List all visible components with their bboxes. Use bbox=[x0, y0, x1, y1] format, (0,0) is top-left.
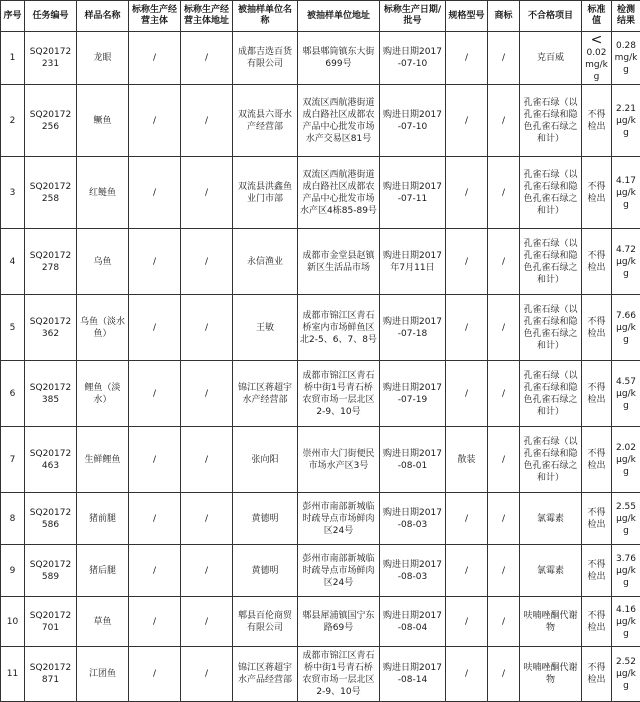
date-cell: 购进日期2017-07-10 bbox=[380, 32, 446, 85]
unit-address-cell: 成都市金堂县赵镇新区生活品市场 bbox=[298, 229, 380, 295]
date-cell: 购进日期2017-08-04 bbox=[380, 597, 446, 647]
unit-cell: 双流县洪鑫鱼业门市部 bbox=[233, 157, 298, 229]
spec-cell: / bbox=[446, 229, 488, 295]
unit-cell: 永信渔业 bbox=[233, 229, 298, 295]
producer-cell: / bbox=[129, 295, 181, 361]
table-row bbox=[1, 545, 640, 597]
producer-cell: / bbox=[129, 647, 181, 702]
brand-cell: / bbox=[488, 647, 520, 702]
failed-item-cell: 孔雀石绿（以孔雀石绿和隐色孔雀石绿之和计） bbox=[520, 229, 582, 295]
seq-cell: 3 bbox=[1, 157, 25, 229]
unit-cell: 成都吉选百货有限公司 bbox=[233, 32, 298, 85]
producer-cell: / bbox=[129, 427, 181, 493]
producer-address-cell: / bbox=[181, 229, 233, 295]
date-cell: 购进日期2017-07-18 bbox=[380, 295, 446, 361]
name-cell: 鳜鱼 bbox=[77, 85, 129, 157]
table-row bbox=[1, 427, 640, 493]
table-row bbox=[1, 493, 640, 545]
date-cell: 购进日期2017-08-03 bbox=[380, 493, 446, 545]
producer-address-cell: / bbox=[181, 545, 233, 597]
header-row bbox=[1, 1, 640, 32]
table-row bbox=[1, 85, 640, 157]
unit-cell: 郫县百伦商贸有限公司 bbox=[233, 597, 298, 647]
unit-address-cell: 成都市锦江区青石桥中街1号青石桥农贸市场一层北区2-9、10号 bbox=[298, 361, 380, 427]
unit-cell: 黄德明 bbox=[233, 545, 298, 597]
brand-cell: / bbox=[488, 493, 520, 545]
unit-cell: 张向阳 bbox=[233, 427, 298, 493]
standard-cell: 不得检出 bbox=[582, 493, 612, 545]
unit-cell: 双流县六哥水产经营部 bbox=[233, 85, 298, 157]
brand-cell: / bbox=[488, 229, 520, 295]
date-cell: 购进日期2017年7月11日 bbox=[380, 229, 446, 295]
result-cell: 2.21μg/kg bbox=[612, 85, 640, 157]
table-row bbox=[1, 295, 640, 361]
table-row bbox=[1, 32, 640, 85]
standard-value: 0.02mg/kg bbox=[585, 48, 608, 82]
unit-address-cell: 彭州市南部新城临时疏导点市场鲜肉区24号 bbox=[298, 493, 380, 545]
unit-address-cell: 双流区西航港街道成白路社区成都农产品中心批发市场水产区4栋85-89号 bbox=[298, 157, 380, 229]
spec-cell: / bbox=[446, 32, 488, 85]
producer-cell: / bbox=[129, 85, 181, 157]
seq-cell: 8 bbox=[1, 493, 25, 545]
name-cell: 乌鱼 bbox=[77, 229, 129, 295]
producer-address-cell: / bbox=[181, 295, 233, 361]
producer-address-cell: / bbox=[181, 32, 233, 85]
date-cell: 购进日期2017-08-03 bbox=[380, 545, 446, 597]
seq-cell: 6 bbox=[1, 361, 25, 427]
table-row bbox=[1, 597, 640, 647]
name-cell: 鲤鱼（淡水） bbox=[77, 361, 129, 427]
header-cell: 商标 bbox=[488, 1, 520, 32]
header-cell: 标称生产日期/批号 bbox=[380, 1, 446, 32]
unit-cell: 锦江区蒋超宇水产品经营部 bbox=[233, 647, 298, 702]
producer-address-cell: / bbox=[181, 157, 233, 229]
table-row bbox=[1, 361, 640, 427]
producer-cell: / bbox=[129, 229, 181, 295]
unit-address-cell: 双流区西航港街道成白路社区成都农产品中心批发市场水产交易区81号 bbox=[298, 85, 380, 157]
producer-address-cell: / bbox=[181, 427, 233, 493]
unit-address-cell: 郫县犀浦镇国宁东路69号 bbox=[298, 597, 380, 647]
header-cell: 检测结果 bbox=[612, 1, 640, 32]
date-cell: 购进日期2017-07-11 bbox=[380, 157, 446, 229]
name-cell: 乌鱼（淡水鱼） bbox=[77, 295, 129, 361]
brand-cell: / bbox=[488, 361, 520, 427]
unit-cell: 锦江区蒋超宇水产经营部 bbox=[233, 361, 298, 427]
result-cell: 7.66μg/kg bbox=[612, 295, 640, 361]
result-cell: 2.02μg/kg bbox=[612, 427, 640, 493]
less-than-sign: < bbox=[584, 33, 609, 47]
spec-cell: / bbox=[446, 295, 488, 361]
header-cell: 不合格项目 bbox=[520, 1, 582, 32]
task-cell: SQ20172278 bbox=[25, 229, 77, 295]
seq-cell: 7 bbox=[1, 427, 25, 493]
unit-address-cell: 成都市锦江区青石桥中街1号青石桥农贸市场一层北区2-9、10号 bbox=[298, 647, 380, 702]
task-cell: SQ20172385 bbox=[25, 361, 77, 427]
result-cell: 2.52μg/kg bbox=[612, 647, 640, 702]
unit-address-cell: 成都市锦江区青石桥室内市场鲜鱼区北2-5、6、7、8号 bbox=[298, 295, 380, 361]
producer-cell: / bbox=[129, 157, 181, 229]
result-cell: 4.72μg/kg bbox=[612, 229, 640, 295]
header-cell: 规格型号 bbox=[446, 1, 488, 32]
task-cell: SQ20172231 bbox=[25, 32, 77, 85]
standard-cell: 不得检出 bbox=[582, 545, 612, 597]
header-cell: 任务编号 bbox=[25, 1, 77, 32]
producer-cell: / bbox=[129, 361, 181, 427]
unit-cell: 黄德明 bbox=[233, 493, 298, 545]
task-cell: SQ20172871 bbox=[25, 647, 77, 702]
seq-cell: 4 bbox=[1, 229, 25, 295]
producer-address-cell: / bbox=[181, 493, 233, 545]
failed-item-cell: 呋喃唑酮代谢物 bbox=[520, 597, 582, 647]
name-cell: 猪后腿 bbox=[77, 545, 129, 597]
spec-cell: / bbox=[446, 493, 488, 545]
producer-address-cell: / bbox=[181, 647, 233, 702]
name-cell: 红鲢鱼 bbox=[77, 157, 129, 229]
result-cell: 0.28mg/kg bbox=[612, 32, 640, 85]
brand-cell: / bbox=[488, 295, 520, 361]
seq-cell: 1 bbox=[1, 32, 25, 85]
producer-cell: / bbox=[129, 32, 181, 85]
table-row bbox=[1, 157, 640, 229]
seq-cell: 5 bbox=[1, 295, 25, 361]
task-cell: SQ20172258 bbox=[25, 157, 77, 229]
spec-cell: / bbox=[446, 545, 488, 597]
unit-cell: 王敏 bbox=[233, 295, 298, 361]
date-cell: 购进日期2017-08-14 bbox=[380, 647, 446, 702]
failed-item-cell: 孔雀石绿（以孔雀石绿和隐色孔雀石绿之和计） bbox=[520, 157, 582, 229]
standard-cell: 不得检出 bbox=[582, 157, 612, 229]
task-cell: SQ20172586 bbox=[25, 493, 77, 545]
unit-address-cell: 郫县郫筒镇东大街699号 bbox=[298, 32, 380, 85]
task-cell: SQ20172463 bbox=[25, 427, 77, 493]
result-cell: 4.57μg/kg bbox=[612, 361, 640, 427]
header-cell: 被抽样单位地址 bbox=[298, 1, 380, 32]
name-cell: 草鱼 bbox=[77, 597, 129, 647]
name-cell: 江团鱼 bbox=[77, 647, 129, 702]
brand-cell: / bbox=[488, 32, 520, 85]
spec-cell: / bbox=[446, 361, 488, 427]
standard-cell: 不得检出 bbox=[582, 229, 612, 295]
result-cell: 4.17μg/kg bbox=[612, 157, 640, 229]
producer-address-cell: / bbox=[181, 361, 233, 427]
spec-cell: 散装 bbox=[446, 427, 488, 493]
task-cell: SQ20172256 bbox=[25, 85, 77, 157]
failed-item-cell: 孔雀石绿（以孔雀石绿和隐色孔雀石绿之和计） bbox=[520, 361, 582, 427]
seq-cell: 9 bbox=[1, 545, 25, 597]
failed-item-cell: 孔雀石绿（以孔雀石绿和隐色孔雀石绿之和计） bbox=[520, 427, 582, 493]
date-cell: 购进日期2017-07-10 bbox=[380, 85, 446, 157]
standard-cell: 不得检出 bbox=[582, 85, 612, 157]
date-cell: 购进日期2017-08-01 bbox=[380, 427, 446, 493]
failed-item-cell: 克百威 bbox=[520, 32, 582, 85]
standard-cell: 不得检出 bbox=[582, 427, 612, 493]
brand-cell: / bbox=[488, 427, 520, 493]
result-cell: 3.76μg/kg bbox=[612, 545, 640, 597]
spec-cell: / bbox=[446, 157, 488, 229]
failed-item-cell: 孔雀石绿（以孔雀石绿和隐色孔雀石绿之和计） bbox=[520, 295, 582, 361]
seq-cell: 2 bbox=[1, 85, 25, 157]
brand-cell: / bbox=[488, 157, 520, 229]
header-cell: 标称生产经营主体 bbox=[129, 1, 181, 32]
producer-cell: / bbox=[129, 597, 181, 647]
header-cell: 样品名称 bbox=[77, 1, 129, 32]
date-cell: 购进日期2017-07-19 bbox=[380, 361, 446, 427]
producer-address-cell: / bbox=[181, 597, 233, 647]
spec-cell: / bbox=[446, 597, 488, 647]
spec-cell: / bbox=[446, 85, 488, 157]
name-cell: 龙眼 bbox=[77, 32, 129, 85]
task-cell: SQ20172589 bbox=[25, 545, 77, 597]
table-row bbox=[1, 647, 640, 702]
seq-cell: 10 bbox=[1, 597, 25, 647]
brand-cell: / bbox=[488, 85, 520, 157]
standard-cell bbox=[582, 32, 612, 85]
seq-cell: 11 bbox=[1, 647, 25, 702]
task-cell: SQ20172701 bbox=[25, 597, 77, 647]
standard-cell: 不得检出 bbox=[582, 647, 612, 702]
unit-address-cell: 彭州市南部新城临时疏导点市场鲜肉区24号 bbox=[298, 545, 380, 597]
header-cell: 被抽样单位名称 bbox=[233, 1, 298, 32]
name-cell: 猪前腿 bbox=[77, 493, 129, 545]
producer-cell: / bbox=[129, 493, 181, 545]
task-cell: SQ20172362 bbox=[25, 295, 77, 361]
result-cell: 4.16μg/kg bbox=[612, 597, 640, 647]
failed-item-cell: 呋喃唑酮代谢物 bbox=[520, 647, 582, 702]
failed-item-cell: 孔雀石绿（以孔雀石绿和隐色孔雀石绿之和计） bbox=[520, 85, 582, 157]
header-cell: 序号 bbox=[1, 1, 25, 32]
standard-cell: 不得检出 bbox=[582, 361, 612, 427]
failed-item-cell: 氯霉素 bbox=[520, 545, 582, 597]
unit-address-cell: 崇州市大门街便民市场水产区3号 bbox=[298, 427, 380, 493]
brand-cell: / bbox=[488, 597, 520, 647]
producer-cell: / bbox=[129, 545, 181, 597]
name-cell: 生鲜鲤鱼 bbox=[77, 427, 129, 493]
header-cell: 标准值 bbox=[582, 1, 612, 32]
table-row bbox=[1, 229, 640, 295]
standard-cell: 不得检出 bbox=[582, 295, 612, 361]
producer-address-cell: / bbox=[181, 85, 233, 157]
spec-cell: / bbox=[446, 647, 488, 702]
result-cell: 2.55μg/kg bbox=[612, 493, 640, 545]
failed-item-cell: 氯霉素 bbox=[520, 493, 582, 545]
standard-cell: 不得检出 bbox=[582, 597, 612, 647]
brand-cell: / bbox=[488, 545, 520, 597]
header-cell: 标称生产经营主体地址 bbox=[181, 1, 233, 32]
